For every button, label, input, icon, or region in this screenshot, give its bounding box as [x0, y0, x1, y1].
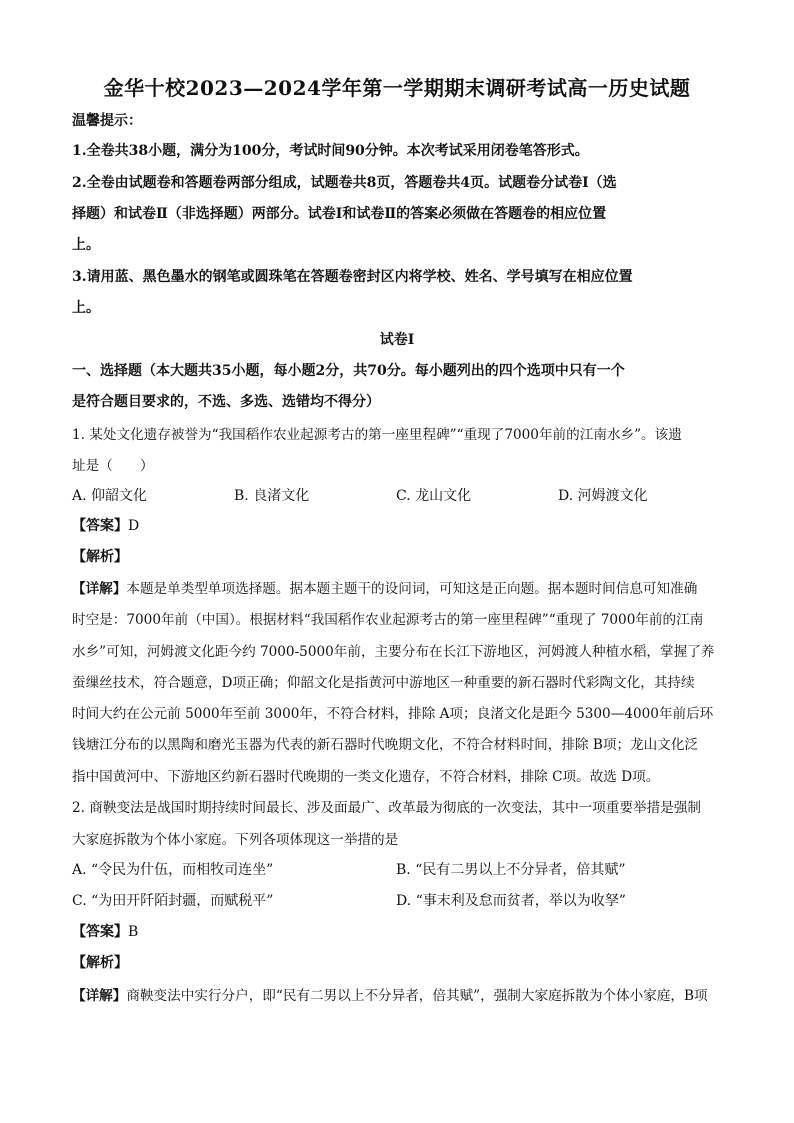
q2-option-c: C. “为田开阡陌封疆，而赋税平”: [72, 893, 274, 909]
section-heading: 试卷Ⅰ: [379, 332, 415, 348]
detail-text: 本题是单类型单项选择题。据本题主题干的设问词，可知这是正向题。据本题时间信息可知准确: [126, 581, 698, 597]
part-heading-b: 是符合题目要求的，不选、多选、选错均不得分）: [72, 394, 380, 410]
q2-option-b: B. “民有二男以上不分异者，倍其赋”: [396, 862, 626, 878]
notice-line-1: 1.全卷共38小题，满分为100分，考试时间90分钟。本次考试采用闭卷笔答形式。: [72, 143, 589, 159]
detail-tag: 【详解】: [72, 988, 127, 1004]
q2-option-d: D. “事末利及怠而贫者，举以为收孥”: [396, 893, 626, 909]
q1-option-c: C. 龙山文化: [396, 488, 472, 504]
q1-option-d: D. 河姆渡文化: [558, 488, 648, 504]
q1-option-b: B. 良渚文化: [234, 488, 310, 504]
q2-stem-a: 2. 商鞅变法是战国时期持续时间最长、涉及面最广、改革最为彻底的一次变法，其中一项重要举措是强制: [72, 800, 702, 816]
notice-line-2a: 2.全卷由试题卷和答题卷两部分组成，试题卷共8页，答题卷共4页。试题卷分试卷Ⅰ（选: [72, 175, 617, 191]
q1-stem-b: 址是（ ）: [72, 458, 154, 474]
q2-stem-b: 大家庭拆散为个体小家庭。下列各项体现这一举措的是: [72, 832, 399, 848]
answer-tag: 【答案】: [72, 924, 128, 940]
q2-option-a: A. “令民为什伍，而相牧司连坐”: [72, 862, 274, 878]
q1-detail-line-6: 钱塘江分布的以黑陶和磨光玉器为代表的新石器时代晚期文化，不符合材料时间，排除 B项；龙山文化泛: [72, 737, 699, 753]
notice-heading: 温馨提示：: [72, 113, 142, 129]
q1-detail-line-5: 时间大约在公元前 5000年至前 3000年，不符合材料，排除 A项；良渚文化是距今 5300—4000年前后环: [72, 706, 714, 722]
answer-value: B: [128, 924, 139, 940]
q1-detail-line-4: 蚕缫丝技术，符合题意，D项正确；仰韶文化是指黄河中游地区一种重要的新石器时代彩陶文化，其持续: [72, 675, 695, 691]
q2-answer: [72, 921, 722, 941]
notice-line-2c: 上。: [72, 237, 100, 253]
answer-value: D: [128, 518, 140, 534]
q2-analysis-tag: 【解析】: [72, 955, 128, 971]
q1-option-a: A. 仰韶文化: [72, 488, 148, 504]
q1-detail-line-1: [72, 577, 722, 597]
detail-tag: 【详解】: [72, 581, 127, 597]
notice-line-3a: 3.请用蓝、黑色墨水的钢笔或圆珠笔在答题卷密封区内将学校、姓名、学号填写在相应位置: [72, 269, 633, 285]
q1-answer: [72, 515, 722, 535]
page-title: 金华十校2023—2024学年第一学期期末调研考试高一历史试题: [103, 76, 691, 100]
notice-line-3b: 上。: [72, 300, 100, 316]
part-heading-a: 一、选择题（本大题共35小题，每小题2分，共70分。每小题列出的四个选项中只有一个: [72, 363, 625, 379]
q2-detail-line-1: [72, 984, 722, 1004]
q1-stem-a: 1. 某处文化遗存被誉为“我国稻作农业起源考古的第一座里程碑”“重现了7000年前的江南水乡”。该遗: [72, 427, 682, 443]
answer-tag: 【答案】: [72, 518, 128, 534]
q1-detail-line-3: 水乡”可知，河姆渡文化距今约 7000-5000年前，主要分布在长江下游地区，河姆渡人种植水稻，掌握了养: [72, 644, 715, 660]
notice-line-2b: 择题）和试卷Ⅱ（非选择题）两部分。试卷Ⅰ和试卷Ⅱ的答案必须做在答题卷的相应位置: [72, 206, 607, 222]
q1-detail-line-2: 时空是：7000年前（中国）。根据材料“我国稻作农业起源考古的第一座里程碑”“重现了 7000年前的江南: [72, 612, 704, 628]
q1-analysis-tag: 【解析】: [72, 549, 128, 565]
detail-text: 商鞅变法中实行分户，即“民有二男以上不分异者，倍其赋”，强制大家庭拆散为个体小家庭，B项: [126, 988, 708, 1004]
q1-detail-line-7: 指中国黄河中、下游地区约新石器时代晚期的一类文化遗存，不符合材料，排除 C项。故选 D项。: [72, 769, 660, 785]
